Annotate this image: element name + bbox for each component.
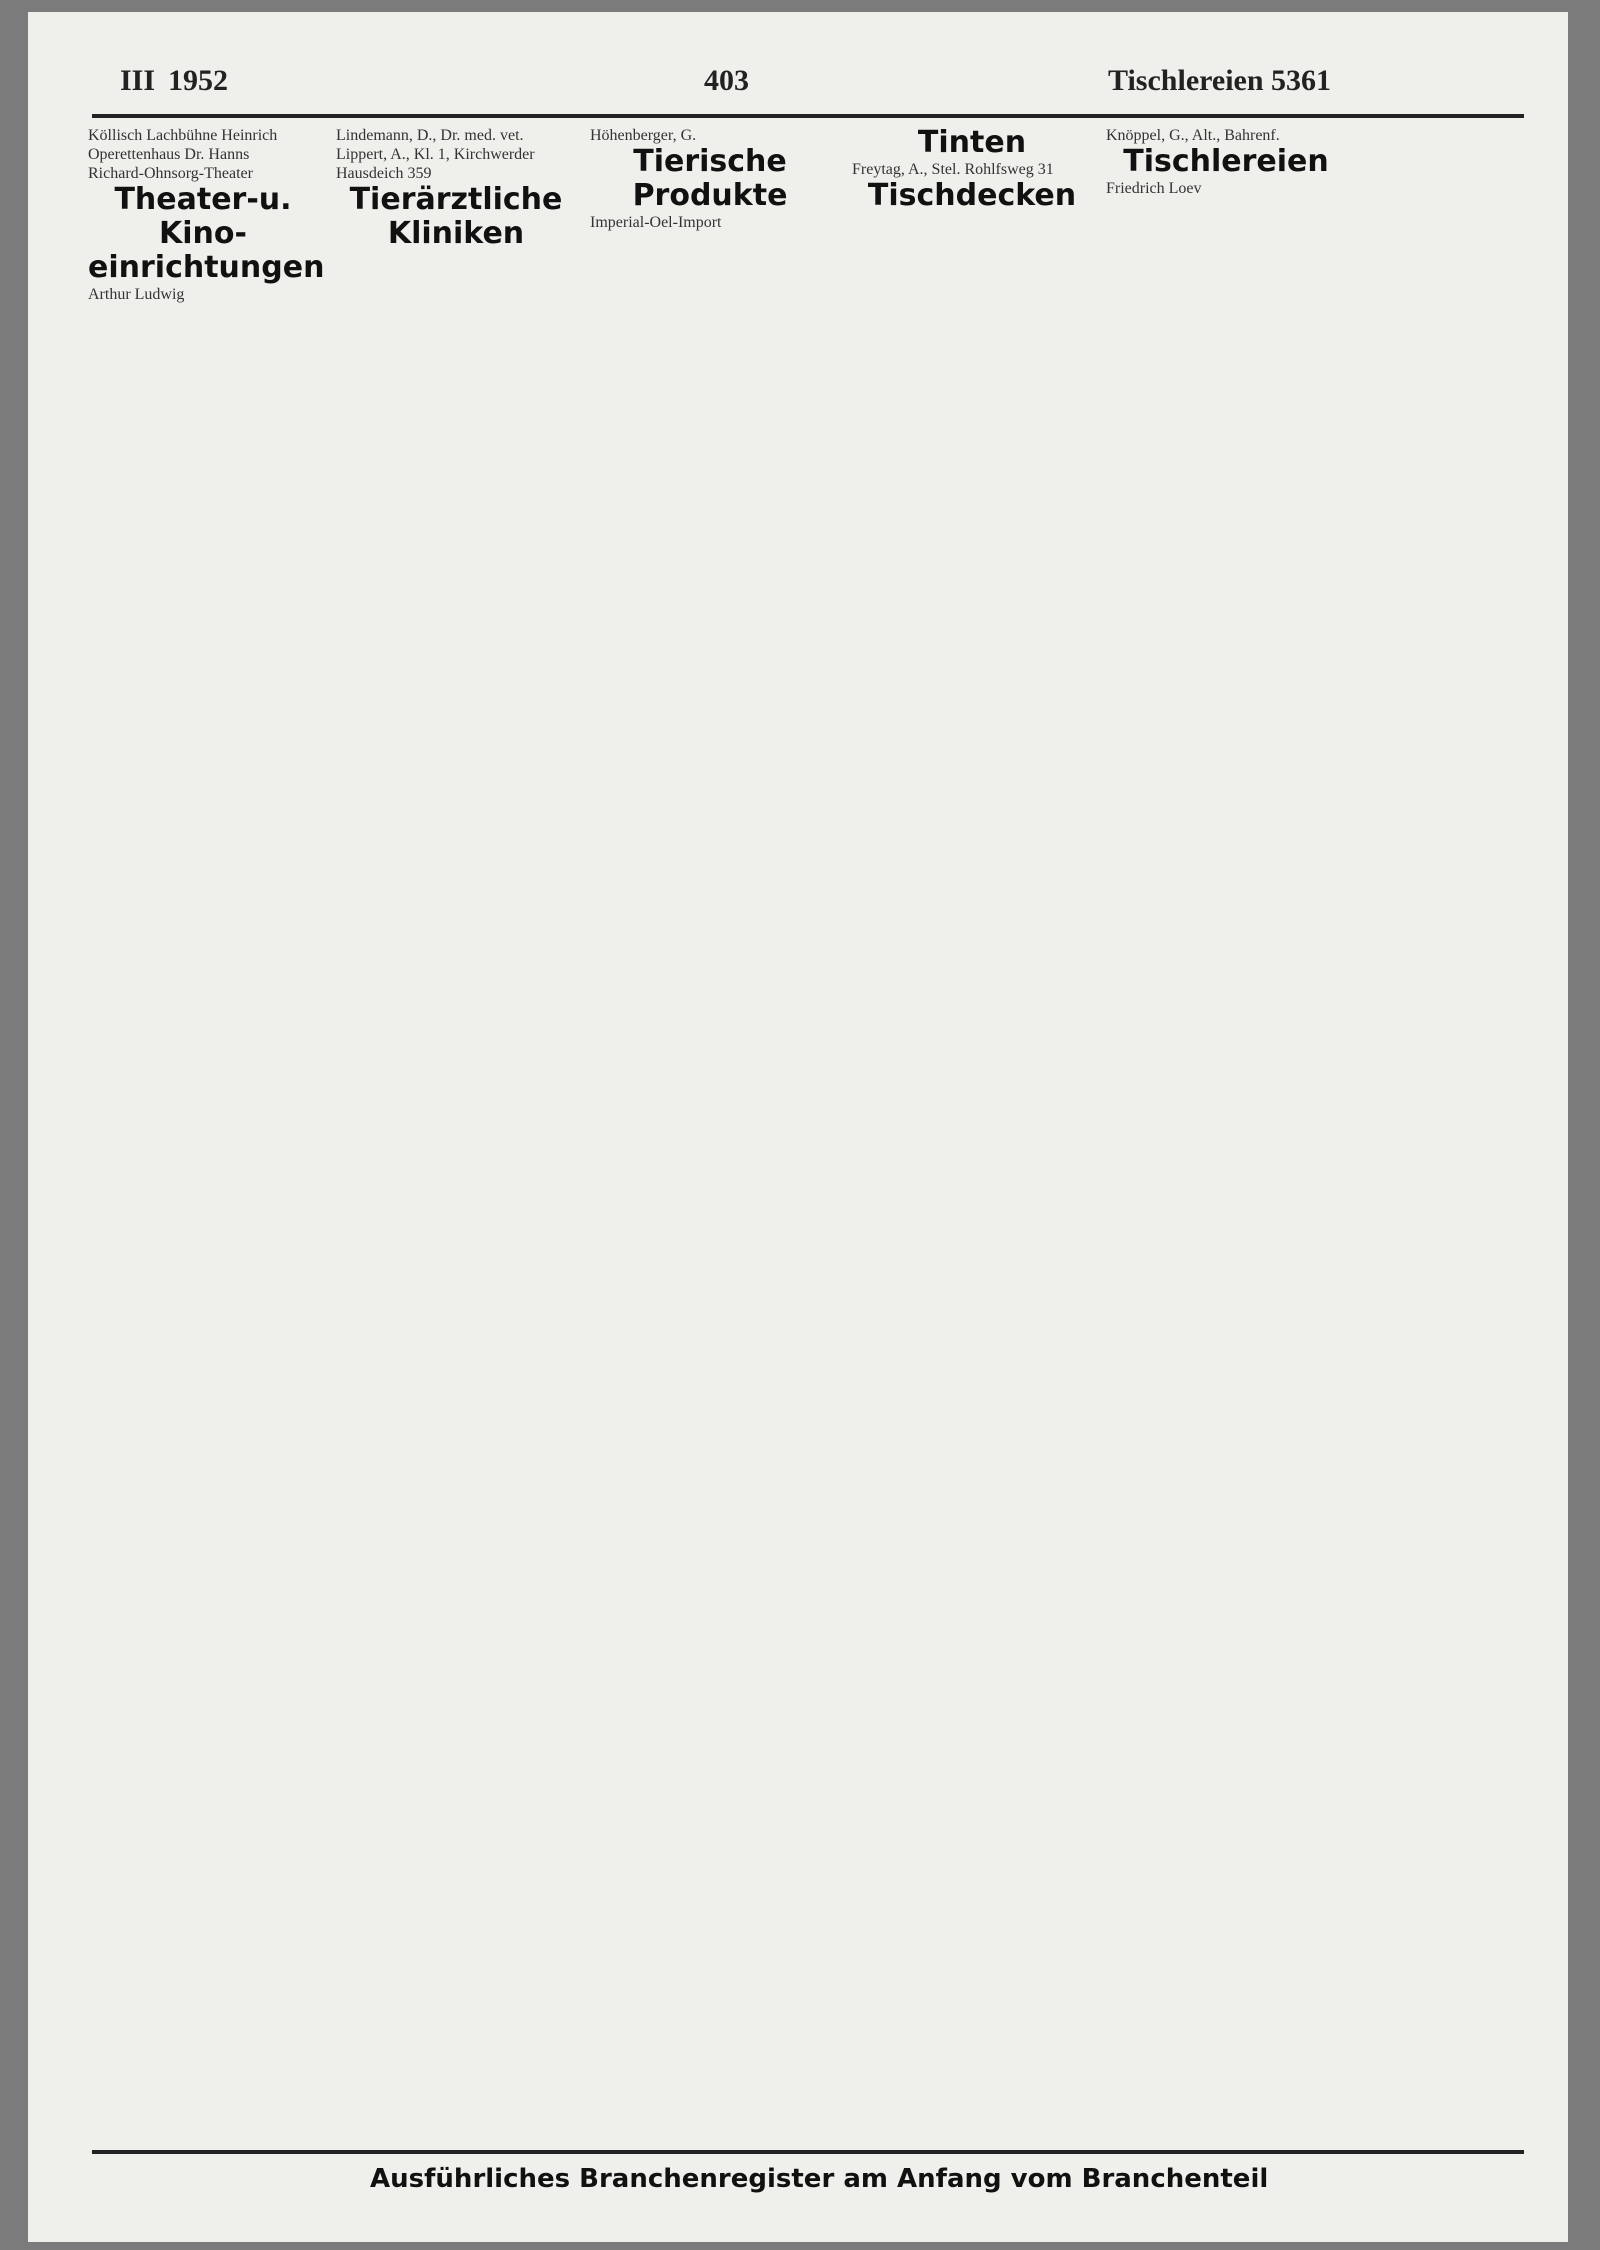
- category-heading: Tischdecken: [867, 178, 1077, 213]
- entry: Köllisch Lachbühne Heinrich: [88, 127, 278, 144]
- category-heading: Theater-u. Kino-einrichtungen: [88, 182, 325, 285]
- category-heading: Tischlereien: [1123, 144, 1329, 179]
- page-year: 1952: [168, 64, 228, 97]
- entry: Arthur Ludwig: [88, 286, 185, 303]
- footer-rule: [92, 2150, 1524, 2154]
- column-3: [590, 126, 830, 232]
- entry: Knöppel, G., Alt., Bahrenf.: [1106, 127, 1280, 144]
- entry: Richard-Ohnsorg-Theater: [88, 165, 253, 182]
- entry: Friedrich Loev: [1106, 180, 1202, 197]
- entry: Lippert, A., Kl. 1, Kirchwerder Hausdeich 359: [336, 146, 535, 182]
- category-heading: Tierische Produkte: [632, 144, 788, 213]
- column-4: [852, 126, 1092, 213]
- category-heading: Tinten: [917, 125, 1027, 160]
- entry: Operettenhaus Dr. Hanns: [88, 146, 250, 163]
- category-heading: Tierärztliche Kliniken: [349, 182, 563, 251]
- entry: Imperial-Oel-Import: [590, 214, 722, 231]
- header-rule: [92, 114, 1524, 118]
- column-5: [1106, 126, 1346, 198]
- directory-page: [28, 12, 1568, 2242]
- page-running-head: Tischlereien 5361: [1108, 64, 1332, 97]
- page-section: III: [120, 64, 156, 97]
- entry: Lindemann, D., Dr. med. vet.: [336, 127, 524, 144]
- entry: Freytag, A., Stel. Rohlfsweg 31: [852, 161, 1054, 178]
- page-number: 403: [704, 64, 749, 97]
- footer-note: Ausführliches Branchenregister am Anfang vom Branchenteil: [370, 2164, 1269, 2194]
- column-1: [88, 126, 325, 304]
- column-2: [336, 126, 576, 251]
- entry: Höhenberger, G.: [590, 127, 697, 144]
